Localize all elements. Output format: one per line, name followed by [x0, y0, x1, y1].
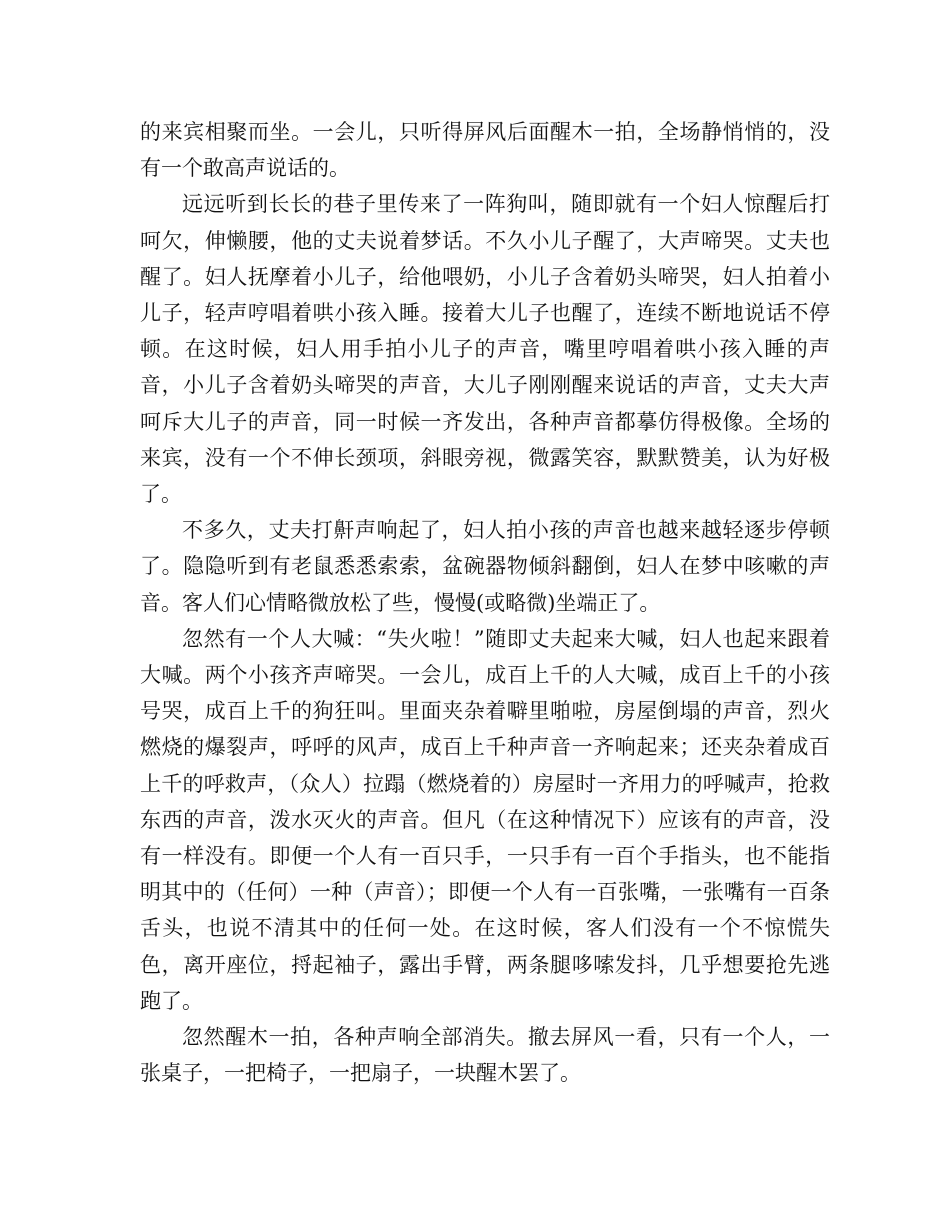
- paragraph-ending: 忽然醒木一拍，各种声响全部消失。撤去屏风一看，只有一个人，一张桌子，一把椅子，一把扇子，一块醒木罢了。: [140, 1025, 830, 1086]
- paragraph-fire: 忽然有一个人大喊：“失火啦！”随即丈夫起来大喊，妇人也起来跟着大喊。两个小孩齐声啼哭。一会儿，成百上千的人大喊，成百上千的小孩号哭，成百上千的狗狂叫。里面夹杂着噼里啪啦，房屋倒塌的声音，烈火燃烧的爆裂声，呼呼的风声，成百上千种声音一齐响起来；还夹杂着成百上千的呼救声，（众人）拉蹋（燃烧着的）房屋时一齐用力的呼喊声，抢救东西的声音，泼水灭火的声音。但凡（在这种情况下）应该有的声音，没有一样没有。即便一个人有一百只手，一只手有一百个手指头，也不能指明其中的（任何）一种（声音）；即便一个人有一百张嘴，一张嘴有一百条舌头，也说不清其中的任何一处。在这时候，客人们没有一个不惊慌失色，离开座位，捋起袖子，露出手臂，两条腿哆嗦发抖，几乎想要抢先逃跑了。: [140, 626, 830, 1013]
- paragraph-quiet-down: 不多久，丈夫打鼾声响起了，妇人拍小孩的声音也越来越轻逐步停顿了。隐隐听到有老鼠悉悉索索，盆碗器物倾斜翻倒，妇人在梦中咳嗽的声音。客人们心情略微放松了些，慢慢(或略微)坐端正了。: [140, 518, 830, 615]
- paragraph-night-sounds: 远远听到长长的巷子里传来了一阵狗叫，随即就有一个妇人惊醒后打呵欠，伸懒腰，他的丈夫说着梦话。不久小儿子醒了，大声啼哭。丈夫也醒了。妇人抚摩着小儿子，给他喂奶，小儿子含着奶头啼哭，妇人拍着小儿子，轻声哼唱着哄小孩入睡。接着大儿子也醒了，连续不断地说话不停顿。在这时候，妇人用手拍小儿子的声音，嘴里哼唱着哄小孩入睡的声音，小儿子含着奶头啼哭的声音，大儿子刚刚醒来说话的声音，丈夫大声呵斥大儿子的声音，同一时候一齐发出，各种声音都摹仿得极像。全场的来宾，没有一个不伸长颈项，斜眼旁视，微露笑容，默默赞美，认为好极了。: [140, 192, 830, 507]
- document-body: [140, 114, 830, 1091]
- paragraph-continuation: 的来宾相聚而坐。一会儿，只听得屏风后面醒木一拍，全场静悄悄的，没有一个敢高声说话的。: [140, 120, 830, 181]
